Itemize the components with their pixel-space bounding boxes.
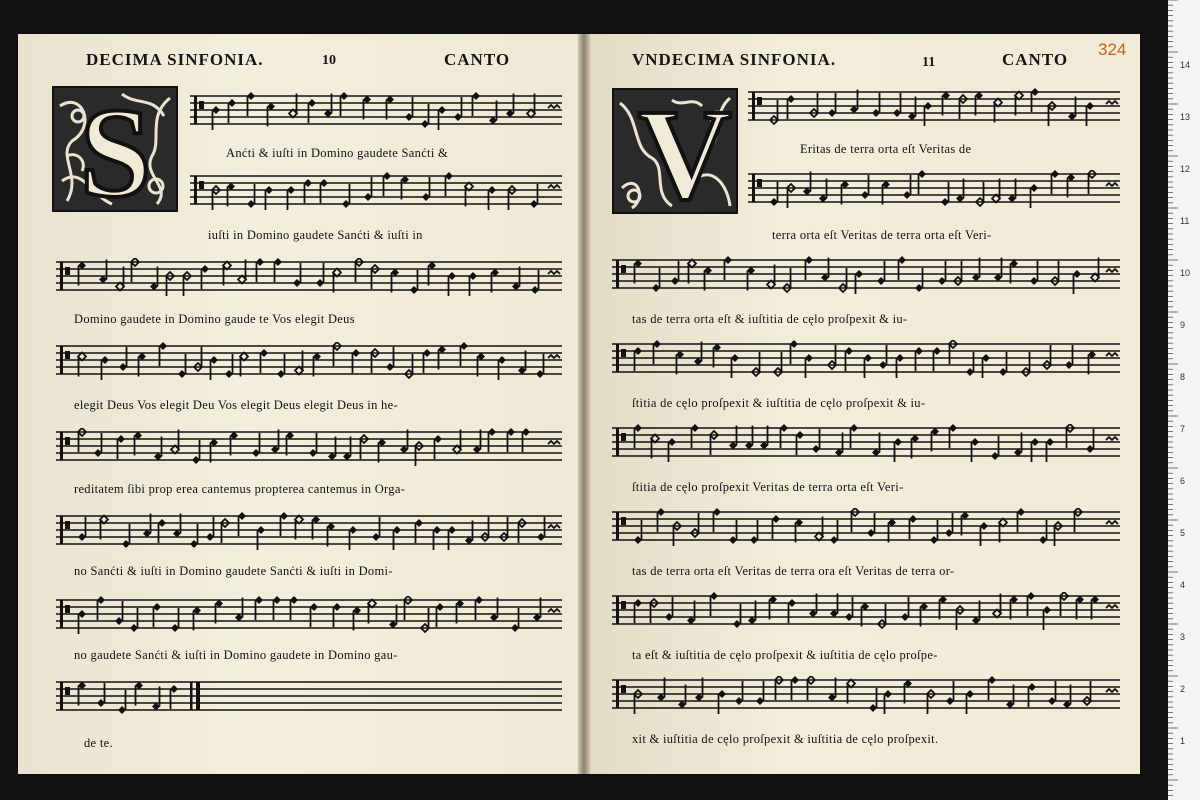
ruler-mark: 2	[1180, 684, 1186, 694]
right-staff-4	[612, 340, 1120, 380]
ruler-mark: 14	[1180, 60, 1191, 70]
left-staff-3	[56, 258, 562, 298]
left-lyric-7: no gaudete Sanćti & iuſti in Domino gaudete in Domino gau-	[74, 648, 398, 662]
left-lyric-6: no Sanćti & iuſti in Domino gaudete Sanćti & iuſti in Domi-	[74, 564, 393, 578]
right-page-number: 11	[922, 55, 936, 70]
ruler-mark: 6	[1180, 476, 1186, 486]
ruler-mark: 4	[1180, 580, 1186, 590]
right-staff-8	[612, 676, 1120, 716]
left-staff-8	[56, 678, 562, 718]
left-lyric-5: reditatem ſibi prop erea cantemus propterea cantemus in Orga-	[74, 482, 406, 496]
left-lyric-4: elegit Deus Vos elegit Deu Vos elegit Deus elegit Deus in he-	[74, 398, 398, 412]
ruler-mark: 3	[1180, 632, 1186, 642]
ruler-mark: 8	[1180, 372, 1186, 382]
right-voice-label: CANTO	[1002, 50, 1069, 69]
right-staff-3	[612, 256, 1120, 296]
ruler-mark: 1	[1180, 736, 1186, 746]
folio-pencil-number: 324	[1098, 40, 1127, 59]
right-header-title: VNDECIMA SINFONIA.	[632, 50, 837, 69]
decorated-initial-s	[52, 82, 178, 224]
left-staff-6	[56, 512, 562, 552]
left-lyric-8: de te.	[84, 736, 113, 750]
left-page-number: 10	[322, 53, 336, 68]
book-gutter	[578, 34, 590, 774]
ruler-mark: 7	[1180, 424, 1186, 434]
right-lyric-3: tas de terra orta eſt & iuſtitia de cęlo proſpexit & iu-	[632, 312, 908, 326]
left-lyric-2: iuſti in Domino gaudete Sanćti & iuſti in	[208, 228, 423, 242]
left-staff-7	[56, 596, 562, 636]
ruler-mark: 10	[1180, 268, 1191, 278]
ruler-mark: 12	[1180, 164, 1191, 174]
right-lyric-4: ſtitia de cęlo proſpexit & iuſtitia de cęlo proſpexit & iu-	[632, 396, 926, 410]
right-lyric-2: terra orta eſt Veritas de terra orta eſt Veri-	[772, 228, 992, 242]
ruler-mark: 5	[1180, 528, 1186, 538]
left-staff-2	[190, 172, 562, 212]
left-voice-label: CANTO	[444, 50, 511, 69]
left-staff-5	[56, 428, 562, 468]
initial-letter-s: S	[80, 82, 152, 224]
right-staff-1	[748, 88, 1120, 128]
right-lyric-1: Eritas de terra orta eſt Veritas de	[800, 142, 972, 156]
left-staff-1	[190, 92, 562, 132]
initial-letter-v: V	[638, 83, 732, 227]
right-staff-7	[612, 592, 1120, 632]
ruler-mark: 13	[1180, 112, 1191, 122]
left-lyric-3: Domino gaudete in Domino gaude te Vos elegit Deus	[74, 312, 355, 326]
right-staff-5	[612, 424, 1120, 464]
right-lyric-8: xit & iuſtitia de cęlo proſpexit & iuſtitia de cęlo proſpexit.	[632, 732, 939, 746]
ruler-mark: 9	[1180, 320, 1186, 330]
left-staff-4	[56, 342, 562, 382]
left-header-title: DECIMA SINFONIA.	[86, 50, 264, 69]
right-staff-2	[748, 170, 1120, 210]
right-lyric-7: ta eſt & iuſtitia de cęlo proſpexit & iuſtitia de cęlo proſpe-	[632, 648, 938, 662]
decorated-initial-v	[612, 83, 738, 227]
right-lyric-5: ſtitia de cęlo proſpexit Veritas de terra orta eſt Veri-	[632, 480, 904, 494]
right-lyric-6: tas de terra orta eſt Veritas de terra ora eſt Veritas de terra or-	[632, 564, 955, 578]
left-lyric-1: Anćti & iuſti in Domino gaudete Sanćti &	[226, 146, 449, 160]
ruler-mark: 11	[1180, 216, 1190, 226]
right-staff-6	[612, 508, 1120, 548]
